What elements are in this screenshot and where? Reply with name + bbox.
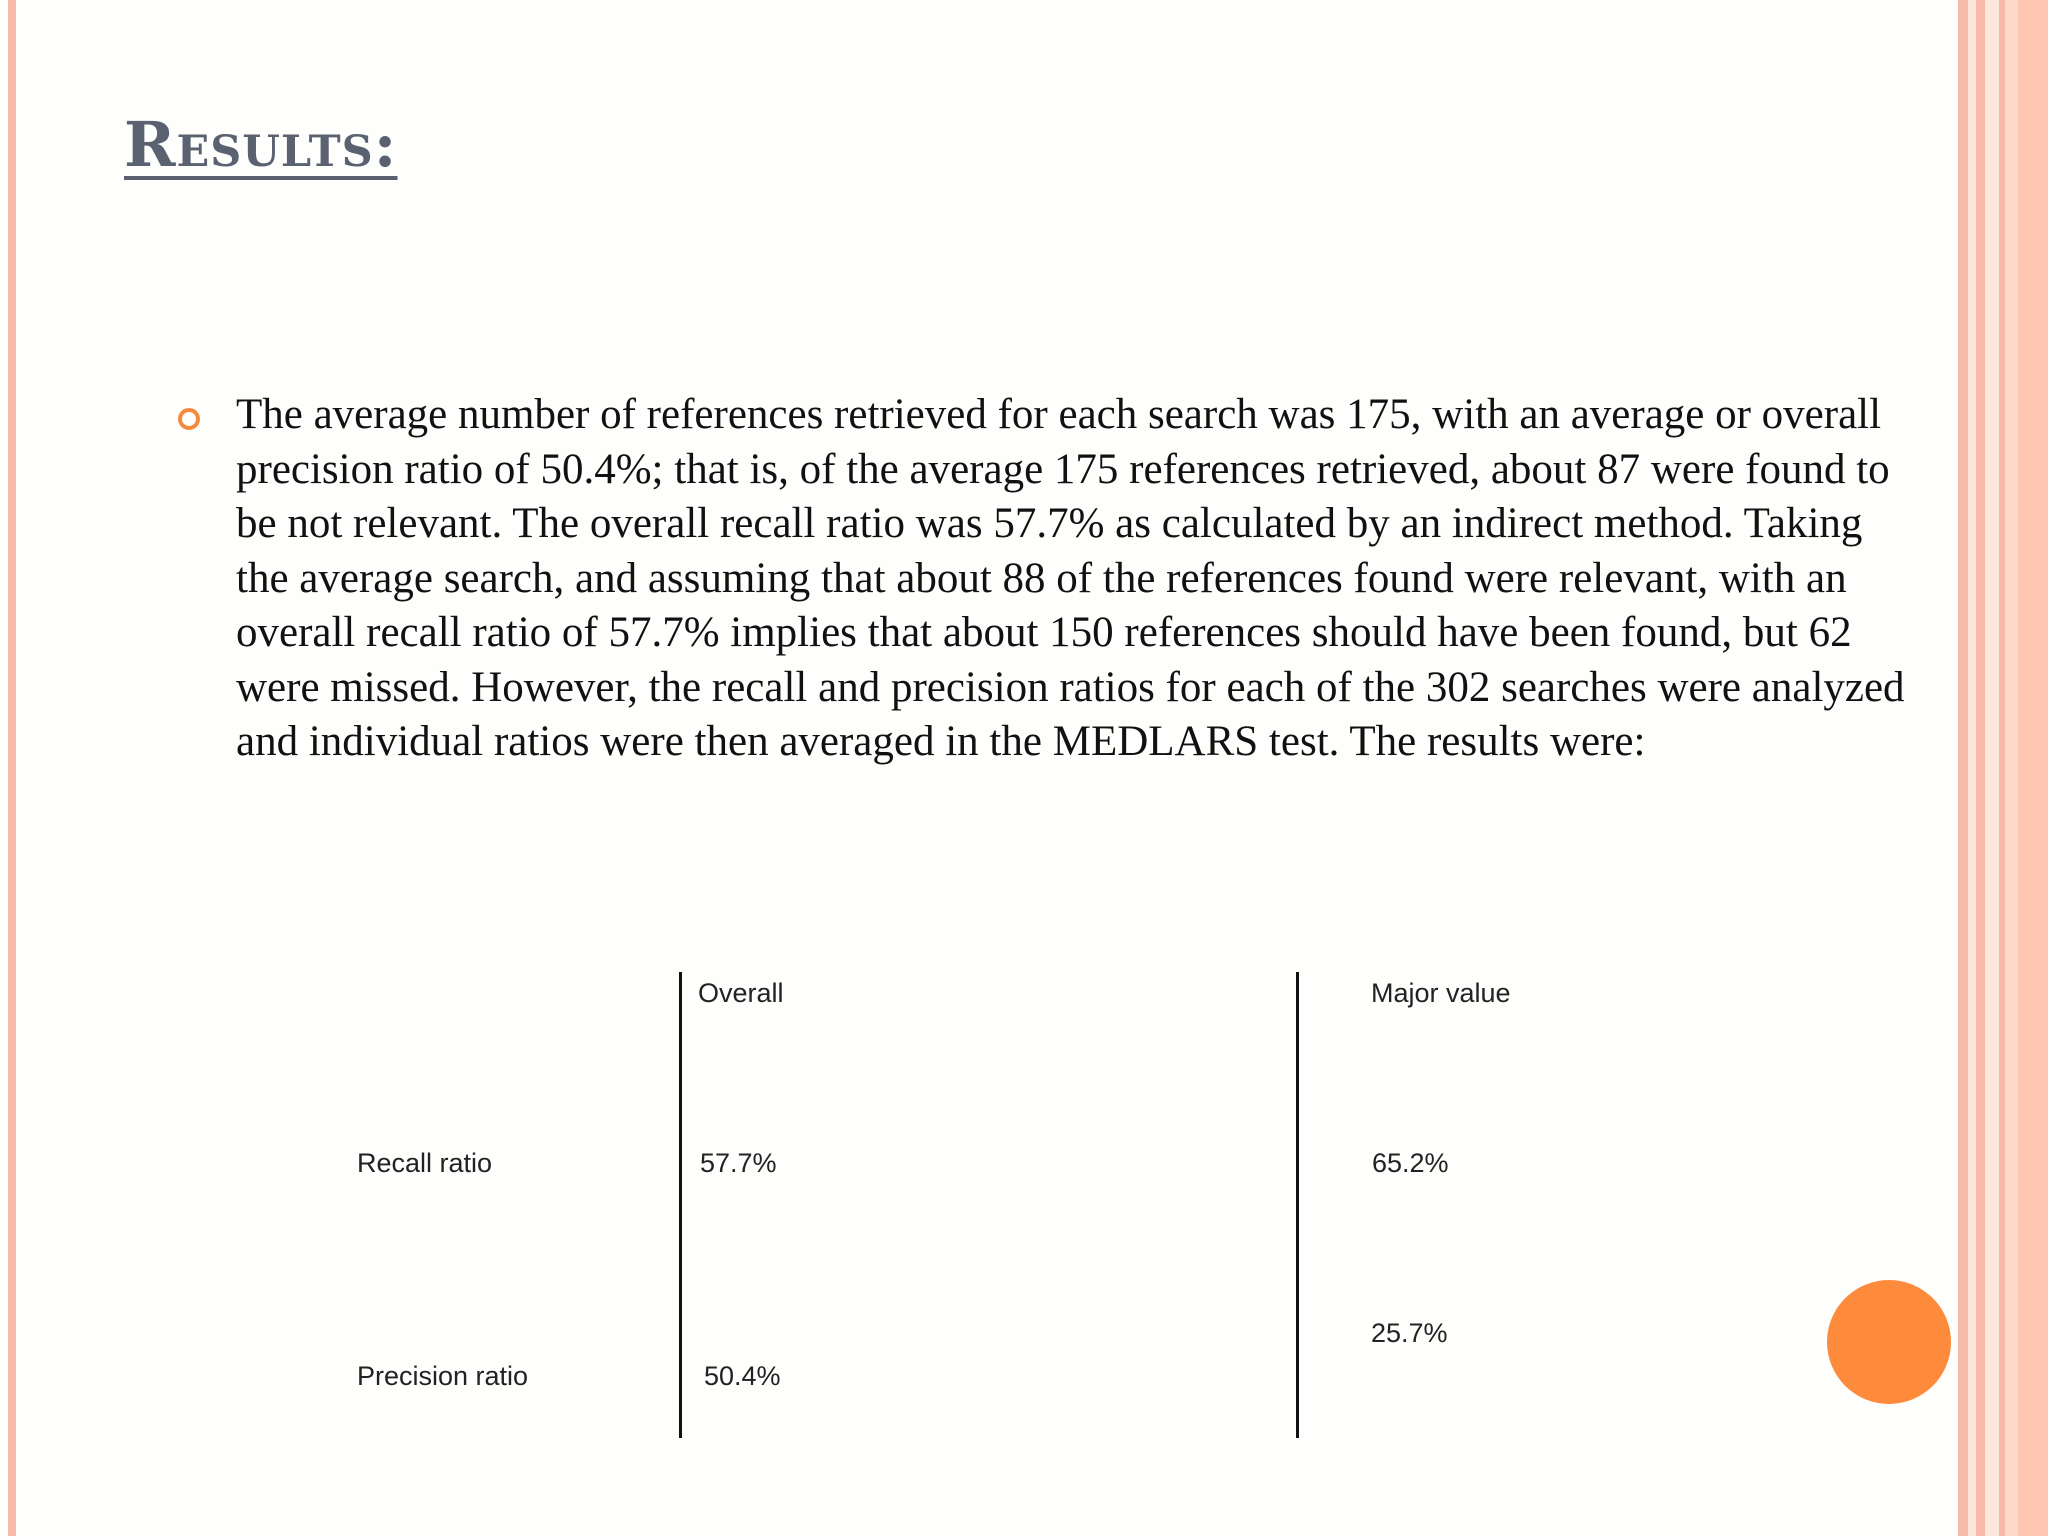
cell-precision-major: 25.7%: [1371, 1318, 1448, 1348]
left-border-decoration: [8, 0, 16, 1536]
column-divider: [679, 972, 682, 1438]
slide-title: Results:: [124, 108, 398, 181]
row-label-precision: Precision ratio: [357, 1361, 529, 1391]
header-overall: Overall: [698, 978, 784, 1008]
bullet-circle-icon: [178, 408, 200, 430]
right-stripe-decoration: [1976, 0, 1985, 1536]
header-major-value: Major value: [1371, 978, 1511, 1008]
row-label-recall: Recall ratio: [357, 1148, 493, 1178]
right-stripe-decoration: [1958, 0, 1968, 1536]
right-stripe-decoration: [1968, 0, 1976, 1536]
right-stripe-decoration: [1985, 0, 1999, 1536]
bullet-paragraph: The average number of references retrieved for each search was 175, with an average or overall precision ratio of 50.4%; that is, of the average 175 references retrieved, about 87 were found to be not relevant. The overall recall ratio was 57.7% as calculated by an indirect method. Taking the average search, and assuming that about 88 of the references found were relevant, with an overall recall ratio of 57.7% implies that about 150 references should have been found, but 62 were missed. However, the recall and precision ratios for each of the 302 searches were analyzed and individual ratios were then averaged in the MEDLARS test. The results were:: [236, 391, 1905, 765]
cell-recall-overall: 57.7%: [700, 1148, 777, 1178]
decorative-circle: [1827, 1280, 1951, 1404]
cell-precision-overall: 50.4%: [704, 1361, 781, 1391]
cell-recall-major: 65.2%: [1372, 1148, 1449, 1178]
column-divider: [1296, 972, 1299, 1438]
right-stripe-decoration: [2005, 0, 2018, 1536]
right-stripe-decoration: [2018, 0, 2048, 1536]
